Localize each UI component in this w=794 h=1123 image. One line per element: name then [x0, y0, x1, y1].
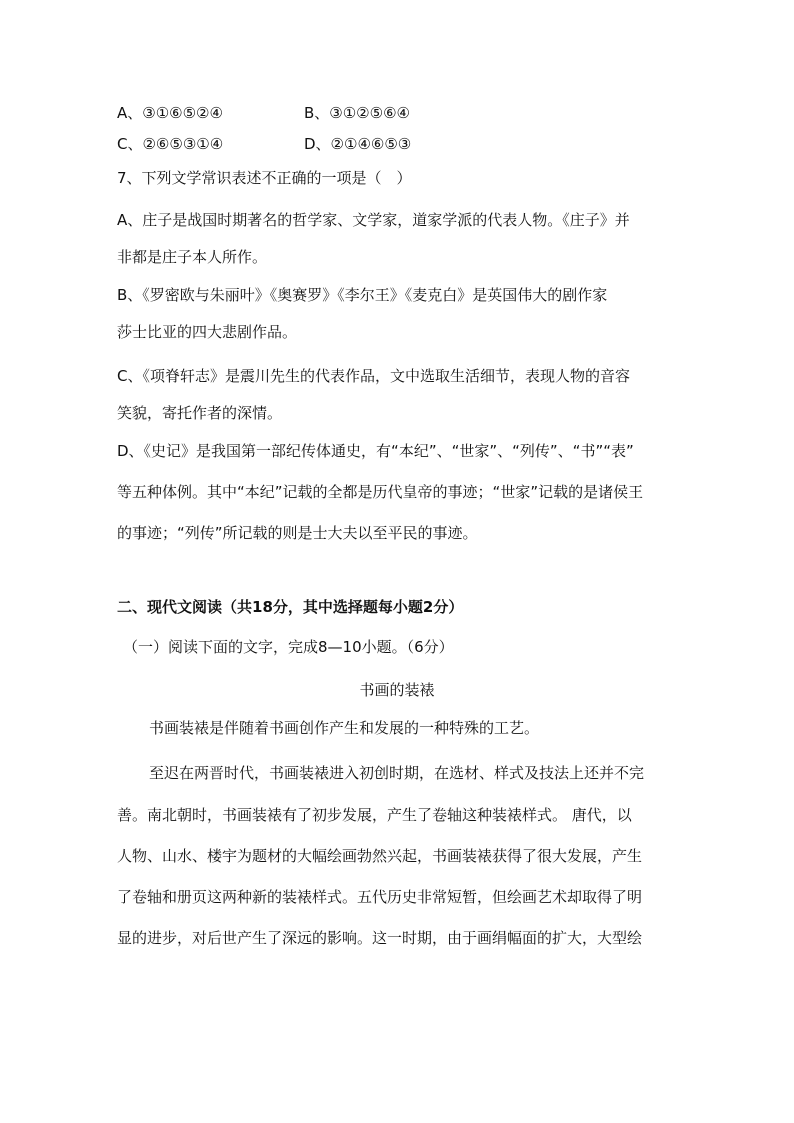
- article-paragraph-2-line2: 善。南北朝时，书画装裱有了初步发展，产生了卷轴这种装裱样式。 唐代，以: [117, 806, 632, 824]
- q7-choice-a-line2: 非都是庄子本人所作。: [117, 248, 268, 266]
- q7-choice-a-line1: A、庄子是战国时期著名的哲学家、文学家，道家学派的代表人物。《庄子》并: [117, 211, 630, 229]
- option-d: D、②①④⑥⑤③: [304, 135, 412, 153]
- option-c: C、②⑥⑤③①④: [117, 135, 224, 153]
- q7-choice-d-line3: 的事迹；“列传”所记载的则是士大夫以至平民的事迹。: [117, 524, 478, 542]
- q7-choice-b-line1: B、《罗密欧与朱丽叶》《奥赛罗》《李尔王》《麦克白》是英国伟大的剧作家: [117, 286, 608, 304]
- option-a: A、③①⑥⑤②④: [117, 104, 223, 122]
- q7-choice-d-line2: 等五种体例。其中“本纪”记载的全都是历代皇帝的事迹；“世家”记载的是诸侯王: [117, 483, 644, 501]
- article-paragraph-1: 书画装裱是伴随着书画创作产生和发展的一种特殊的工艺。: [149, 719, 540, 737]
- question-7-stem: 7、下列文学常识表述不正确的一项是（ ）: [117, 169, 412, 187]
- section-2-subheading: （一）阅读下面的文字，完成8—10小题。（6分）: [123, 638, 454, 656]
- option-b: B、③①②⑤⑥④: [304, 104, 410, 122]
- article-paragraph-2-line1: 至迟在两晋时代，书画装裱进入初创时期，在选材、样式及技法上还并不完: [149, 764, 645, 782]
- q7-choice-b-line2: 莎士比亚的四大悲剧作品。: [117, 323, 298, 341]
- article-paragraph-2-line4: 了卷轴和册页这两种新的装裱样式。五代历史非常短暂，但绘画艺术却取得了明: [117, 888, 643, 906]
- article-title: 书画的装裱: [359, 681, 435, 699]
- q7-choice-c-line2: 笑貌，寄托作者的深情。: [117, 404, 283, 422]
- q7-choice-c-line1: C、《项脊轩志》是震川先生的代表作品，文中选取生活细节，表现人物的音容: [117, 367, 630, 385]
- article-paragraph-2-line3: 人物、山水、楼宇为题材的大幅绘画勃然兴起，书画装裱获得了很大发展，产生: [117, 847, 643, 865]
- article-paragraph-2-line5: 显的进步，对后世产生了深远的影响。这一时期，由于画绢幅面的扩大，大型绘: [117, 929, 643, 947]
- section-2-heading: 二、现代文阅读（共18分，其中选择题每小题2分）: [117, 598, 464, 616]
- q7-choice-d-line1: D、《史记》是我国第一部纪传体通史，有“本纪”、“世家”、“列传”、“书”“表”: [117, 442, 634, 460]
